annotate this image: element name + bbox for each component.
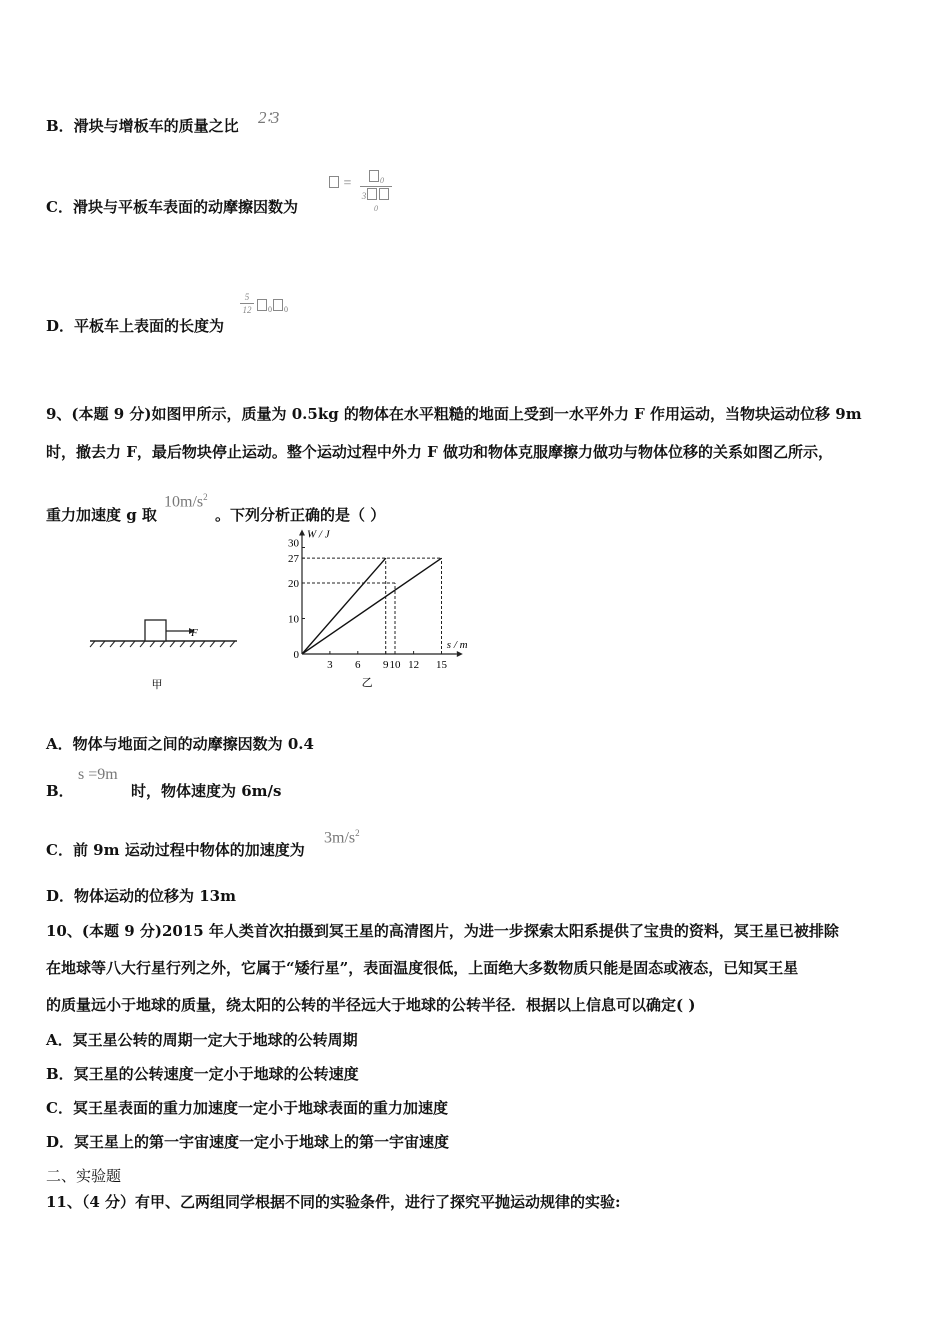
figure-jia bbox=[85, 540, 245, 700]
q8-option-c bbox=[46, 197, 298, 217]
q9-option-b-math: s =9m bbox=[78, 766, 118, 783]
q9-stem-line3: 重力加速度 g 取 bbox=[46, 506, 157, 524]
q8-option-c-formula-frac: 0 30 bbox=[360, 170, 392, 213]
chart-y-tick-label: 27 bbox=[288, 553, 299, 566]
q9-stem-line2: 时，撤去力 F，最后物块停止运动。整个运动过程中外力 F 做功和物体克服摩擦力做功与物体位移的关系如图乙所示， bbox=[46, 443, 833, 461]
block bbox=[145, 620, 166, 641]
chart-x-arrow bbox=[457, 651, 463, 657]
q10-option-a: A．冥王星公转的周期一定大于地球的公转周期 bbox=[46, 1031, 358, 1049]
figure-yi-chart bbox=[280, 528, 480, 690]
caption-jia: 甲 bbox=[151, 679, 163, 691]
q8-option-d bbox=[46, 316, 224, 336]
q8-option-d-text: D．平板车上表面的长度为 bbox=[46, 317, 225, 335]
chart-x-tick-label: 12 bbox=[408, 659, 420, 671]
q8-option-c-text: C．滑块与平板车表面的动摩擦因数为 bbox=[46, 198, 298, 216]
chart-y-tick-label: 30 bbox=[288, 537, 299, 550]
q10-stem-line2: 在地球等八大行星行列之外，它属于“矮行星”，表面温度很低，上面绝大多数物质只能是固态或液态，已知冥王星 bbox=[46, 959, 799, 977]
q11-stem: 11、（4 分）有甲、乙两组同学根据不同的实验条件，进行了探究平抛运动规律的实验: bbox=[46, 1193, 621, 1211]
chart-series-line-2 bbox=[302, 558, 442, 654]
chart-x-tick-label: 3 bbox=[327, 659, 333, 671]
q10-option-c: C．冥王星表面的重力加速度一定小于地球表面的重力加速度 bbox=[46, 1099, 448, 1117]
caption-yi: 乙 bbox=[361, 677, 373, 689]
chart-y-arrow bbox=[299, 530, 305, 536]
q9-option-b-tail: 时，物体速度为 6m/s bbox=[131, 782, 282, 800]
chart-x-tick-label: 15 bbox=[436, 659, 447, 671]
q9-option-a: A．物体与地面之间的动摩擦因数为 0.4 bbox=[46, 735, 314, 753]
q9-gravity-value: $10m/s^2$ bbox=[164, 492, 208, 511]
q8-option-b-text: B．滑块与增板车的质量之比 bbox=[46, 117, 239, 135]
chart-y-tick-label: 10 bbox=[288, 613, 299, 626]
ground-hatch bbox=[90, 641, 235, 647]
q8-option-d-formula: $_0$ $_0$ bbox=[256, 299, 288, 314]
q9-option-c-math: $3m/s^2$ bbox=[324, 828, 360, 847]
q10-option-d: D．冥王星上的第一宇宙速度一定小于地球上的第一宇宙速度 bbox=[46, 1133, 450, 1151]
chart-y-tick-label: 0 bbox=[293, 649, 299, 661]
q10-option-b: B．冥王星的公转速度一定小于地球的公转速度 bbox=[46, 1065, 359, 1083]
q9-option-c: C．前 9m 运动过程中物体的加速度为 bbox=[46, 841, 305, 859]
chart-y-label: W / J bbox=[307, 528, 330, 541]
chart-series-line-1 bbox=[302, 558, 386, 654]
q8-option-b bbox=[46, 116, 239, 136]
q9-stem-line3-tail: 。下列分析正确的是（ ） bbox=[215, 506, 386, 524]
force-label: F bbox=[191, 627, 198, 639]
chart-x-tick-label: 6 bbox=[355, 659, 361, 671]
q8-option-c-formula-lhs: = bbox=[328, 176, 351, 192]
q9-option-b: B． bbox=[46, 782, 74, 800]
chart-x-label: s / m bbox=[446, 639, 468, 651]
q8-option-d-frac: 5 12 bbox=[240, 292, 254, 315]
q8-option-b-math: 2∶3 bbox=[258, 108, 280, 127]
q9-stem-line1: 9、(本题 9 分)如图甲所示，质量为 0.5kg 的物体在水平粗糙的地面上受到一水平外力 F 作用运动，当物块运动位移 9m bbox=[46, 405, 862, 423]
chart-x-tick-label: 10 bbox=[389, 659, 401, 671]
q10-stem-line3: 的质量远小于地球的质量，绕太阳的公转的半径远大于地球的公转半径．根据以上信息可以确定( ) bbox=[46, 996, 696, 1014]
q10-stem-line1: 10、(本题 9 分)2015 年人类首次拍摄到冥王星的高清图片，为进一步探索太阳系提供了宝贵的资料，冥王星已被排除 bbox=[46, 922, 839, 940]
chart-y-tick-label: 20 bbox=[288, 578, 299, 590]
q9-option-d: D．物体运动的位移为 13m bbox=[46, 887, 236, 905]
section-heading-experiment: 二、实验题 bbox=[46, 1167, 122, 1185]
chart-x-tick-label: 9 bbox=[382, 659, 389, 671]
